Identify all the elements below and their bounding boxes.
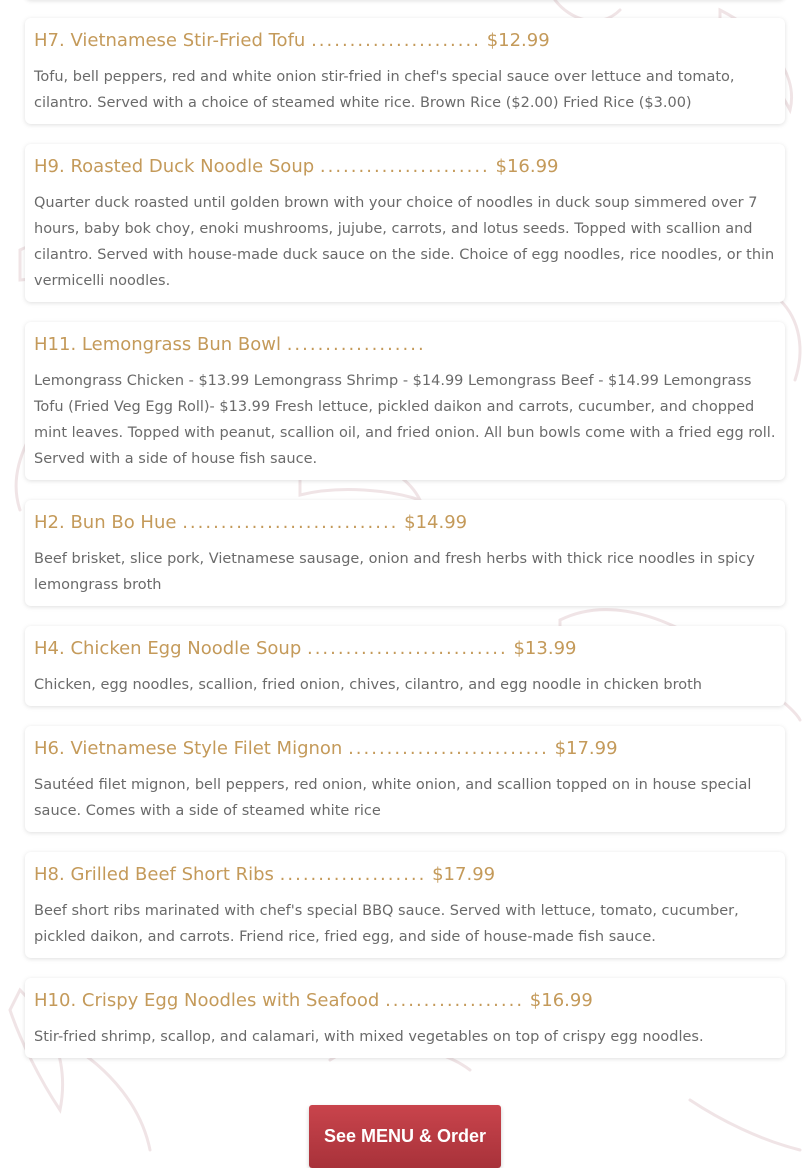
menu-item-name: Crispy Egg Noodles with Seafood: [81, 990, 380, 1011]
menu-item-dots: ......................: [311, 30, 481, 51]
menu-item-name: Vietnamese Stir-Fried Tofu: [70, 30, 306, 51]
menu-item-title: [34, 510, 776, 535]
menu-item-description: Lemongrass Chicken - $13.99 Lemongrass Shrimp - $14.99 Lemongrass Beef - $14.99 Lemongrass Tofu (Fried Veg Egg Roll)- $13.99 Fresh lettuce, pickled daikon and carrots, cucumber, and chopped mint leaves. Topped with peanut, scallion oil, and fried onion. All bun bowls come with a fried egg roll. Served with a side of house fish sauce.: [34, 373, 776, 467]
see-menu-order-button[interactable]: See MENU & Order: [309, 1105, 501, 1168]
menu-item-name: Grilled Beef Short Ribs: [70, 864, 274, 885]
menu-item-dots: ..........................: [348, 738, 549, 759]
menu-item-description: Tofu, bell peppers, red and white onion stir-fried in chef's special sauce over lettuce and tomato, cilantro. Served with a choice of steamed white rice. Brown Rice ($2.00) Fried Rice ($3.00): [34, 69, 735, 111]
menu-item-price: $16.99: [529, 990, 593, 1011]
menu-item-description: Beef short ribs marinated with chef's special BBQ sauce. Served with lettuce, tomato, cucumber, pickled daikon, and carrots. Friend rice, fried egg, and side of house-made fish sauce.: [34, 903, 739, 945]
menu-item-description: Chicken, egg noodles, scallion, fried onion, chives, cilantro, and egg noodle in chicken broth: [34, 677, 702, 693]
menu-item-description: Stir-fried shrimp, scallop, and calamari, with mixed vegetables on top of crispy egg noodles.: [34, 1029, 704, 1045]
menu-item-price: $17.99: [554, 738, 618, 759]
menu-item-price: $13.99: [513, 638, 577, 659]
menu-item-card: [25, 726, 785, 832]
cta-area: [0, 1105, 810, 1168]
menu-item-code: H11.: [34, 334, 77, 355]
menu-item-description: Sautéed filet mignon, bell peppers, red onion, white onion, and scallion topped on in house special sauce. Comes with a side of steamed white rice: [34, 777, 752, 819]
menu-item-title: [34, 988, 776, 1013]
menu-item-code: H8.: [34, 864, 65, 885]
menu-item-name: Chicken Egg Noodle Soup: [70, 638, 302, 659]
menu-item-dots: ..........................: [306, 638, 508, 659]
menu-item-price: $14.99: [404, 512, 468, 533]
menu-item-card: [25, 978, 785, 1058]
menu-item-name: Bun Bo Hue: [70, 512, 177, 533]
menu-item-name: Lemongrass Bun Bowl: [81, 334, 281, 355]
menu-list: [25, 18, 785, 1078]
menu-item-dots: ............................: [182, 512, 399, 533]
menu-item-title: [34, 28, 776, 53]
menu-item-title: [34, 636, 776, 661]
menu-item-price: $16.99: [495, 156, 559, 177]
menu-item-card: [25, 322, 785, 480]
menu-item-dots: ......................: [319, 156, 490, 177]
menu-item-price: $12.99: [486, 30, 550, 51]
menu-item-card: [25, 852, 785, 958]
menu-item-card: [25, 500, 785, 606]
menu-item-code: H9.: [34, 156, 65, 177]
menu-item-code: H10.: [34, 990, 77, 1011]
menu-item-card: [25, 18, 785, 124]
menu-item-code: H4.: [34, 638, 65, 659]
menu-item-code: H7.: [34, 30, 65, 51]
menu-item-code: H6.: [34, 738, 65, 759]
menu-item-card: [25, 144, 785, 302]
menu-item-description: Beef brisket, slice pork, Vietnamese sausage, onion and fresh herbs with thick rice noodles in spicy lemongrass broth: [34, 551, 755, 593]
menu-item-description: Quarter duck roasted until golden brown with your choice of noodles in duck soup simmered over 7 hours, baby bok choy, enoki mushrooms, jujube, carrots, and lotus seeds. Topped with scallion and cilantro. Served with house-made duck sauce on the side. Choice of egg noodles, rice noodles, or thin vermicelli noodles.: [34, 195, 775, 289]
menu-item-title: [34, 332, 776, 357]
menu-item-title: [34, 862, 776, 887]
menu-item-card: [25, 626, 785, 706]
menu-item-title: [34, 736, 776, 761]
menu-item-dots: ...................: [279, 864, 427, 885]
menu-item-dots: ..................: [286, 334, 426, 355]
menu-item-title: [34, 154, 776, 179]
menu-item-dots: ..................: [385, 990, 525, 1011]
menu-item-name: Roasted Duck Noodle Soup: [70, 156, 315, 177]
menu-item-name: Vietnamese Style Filet Mignon: [70, 738, 343, 759]
menu-item-price: $17.99: [432, 864, 496, 885]
menu-item-code: H2.: [34, 512, 65, 533]
